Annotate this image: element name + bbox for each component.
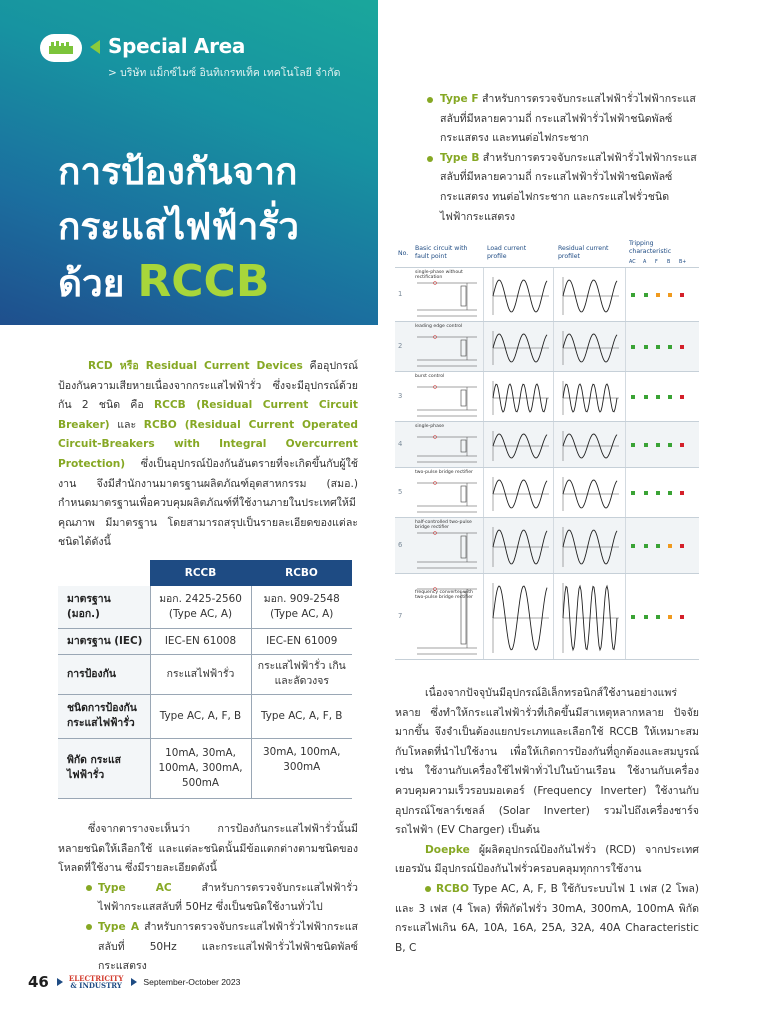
waveform	[557, 274, 623, 318]
tripping-mark	[668, 544, 672, 548]
row-number: 6	[398, 541, 403, 549]
header-type-a: A	[643, 260, 647, 265]
tripping-mark	[680, 345, 684, 349]
column-divider	[483, 574, 484, 659]
row-number: 2	[398, 342, 403, 350]
paragraph-rcbo	[395, 880, 699, 958]
diagram-row	[395, 422, 699, 468]
page-footer	[28, 971, 240, 993]
column-divider	[553, 518, 554, 573]
tripping-mark	[631, 544, 635, 548]
type-label: Type A	[98, 920, 140, 933]
header-load: Load current profile	[487, 245, 527, 260]
row-number: 1	[398, 290, 403, 298]
table-row	[58, 586, 352, 628]
waveform	[487, 524, 553, 570]
tripping-mark	[680, 293, 684, 297]
magazine-logo-line2: & INDUSTRY	[70, 981, 122, 990]
tripping-mark	[656, 345, 660, 349]
waveform	[557, 524, 623, 570]
list-item	[58, 879, 358, 918]
title-line-1: การป้องกันจาก	[58, 150, 298, 193]
tripping-mark	[644, 544, 648, 548]
diagram-row	[395, 372, 699, 422]
comparison-table	[58, 560, 352, 799]
table-row	[58, 738, 352, 798]
header-type-f: F	[655, 260, 658, 265]
rcd-highlight: RCD หรือ Residual Current Devices	[88, 360, 303, 372]
diagram-row	[395, 468, 699, 518]
cell-rccb: 10mA, 30mA, 100mA, 300mA, 500mA	[150, 738, 251, 798]
circuit-label: frequency converter with two-pulse bridge rectifier	[415, 590, 473, 600]
list-item	[430, 149, 698, 227]
type-text: สำหรับการตรวจจับกระแสไฟฟ้ารั่วไฟฟ้ากระแสสลับที่ 50Hz และกระแสไฟฟ้ารั่วไฟฟ้าชนิดพัลซ์กระแสตรง	[98, 920, 359, 973]
section-logo-icon	[40, 34, 82, 62]
rcbo-highlight: RCBO (Residual Current Operated Circuit-Breakers with Integral Overcurrent Protection)	[58, 418, 359, 470]
cell-rccb: กระแสไฟฟ้ารั่ว	[150, 654, 251, 694]
circuit-sketch	[415, 384, 481, 420]
doepke-text: ผู้ผลิตอุปกรณ์ป้องกันไฟรั่ว (RCD) จากประเทศเยอรมัน มีอุปกรณ์ป้องกันไฟรั่วครอบคลุมทุกการใช้งาน	[395, 843, 699, 876]
table-row	[58, 654, 352, 694]
hero-banner	[0, 0, 378, 325]
waveform	[487, 474, 553, 514]
cell-rcbo: IEC-EN 61009	[251, 628, 352, 654]
diagram-row	[395, 574, 699, 660]
tripping-mark	[656, 443, 660, 447]
tripping-mark	[668, 395, 672, 399]
column-divider	[625, 372, 626, 421]
column-divider	[625, 574, 626, 659]
row-number: 4	[398, 440, 403, 448]
list-item	[58, 918, 358, 977]
doepke-highlight: Doepke	[425, 843, 470, 856]
cell-rccb: Type AC, A, F, B	[150, 694, 251, 738]
tripping-mark	[644, 345, 648, 349]
rcbo-text: Type AC, A, F, B ใช้กับระบบไฟ 1 เฟส (2 โพล) และ 3 เฟส (4 โพล) ที่พิกัดไฟรั่ว 30mA, 300mA, 100mA พิกัดกระแสไฟเกิน 6A, 10A, 16A, 25A, 32A, 40A Characteristic B, C	[395, 882, 699, 954]
header-type-b: B	[667, 260, 671, 265]
tripping-mark	[668, 345, 672, 349]
column-divider	[483, 518, 484, 573]
waveform	[557, 580, 623, 656]
row-head: มาตรฐาน (มอก.)	[58, 586, 150, 628]
header-type-bplus: B+	[679, 260, 687, 265]
column-divider	[553, 372, 554, 421]
row-head: พิกัด กระแสไฟฟ้ารั่ว	[58, 738, 150, 798]
column-divider	[553, 422, 554, 467]
tripping-mark	[631, 395, 635, 399]
bullet-icon	[427, 97, 433, 103]
diagram-row	[395, 518, 699, 574]
diagram-row	[395, 322, 699, 372]
type-label: Type F	[440, 93, 479, 105]
intro-text-2: ซึ่งเป็นอุปกรณ์ป้องกันอันตรายที่จะเกิดขึ้นกับผู้ใช้งาน จึงมีสำนักงานมาตรฐานผลิตภัณฑ์อุตสาหกรรม (สมอ.) กำหนดมาตรฐานเพื่อควบคุมผลิตภัณฑ์ที่ใช้งานภายในประเทศให้มีคุณภาพ มีมาตรฐาน โดยสามารถสรุปเป็นรายละเอียดของแต่ละชนิดได้ดังนี้	[58, 457, 358, 549]
waveform	[557, 474, 623, 514]
tripping-mark	[680, 395, 684, 399]
intro-paragraph	[58, 357, 358, 553]
waveform	[557, 428, 623, 464]
types-section	[58, 820, 358, 977]
column-divider	[625, 518, 626, 573]
waveform	[557, 328, 623, 368]
title-line-3	[58, 254, 378, 311]
column-divider	[483, 422, 484, 467]
waveform	[487, 328, 553, 368]
article-title	[58, 144, 378, 311]
column-divider	[625, 268, 626, 321]
type-text: สำหรับการตรวจจับกระแสไฟฟ้ารั่วไฟฟ้ากระแสสลับที่มีหลายความถี่ กระแสไฟฟ้ารั่วไฟฟ้าชนิดพัลซ์กระแสตรง ทนต่อไฟกระชาก และกระแสไฟรั่วชนิดไฟฟ้ากระแสตรง	[440, 151, 697, 223]
column-divider	[625, 322, 626, 371]
title-prefix: ด้วย	[58, 262, 125, 305]
title-line-2: กระแสไฟฟ้ารั่ว	[58, 205, 300, 248]
cell-rccb: มอก. 2425-2560 (Type AC, A)	[150, 586, 251, 628]
tripping-mark	[631, 491, 635, 495]
column-divider	[553, 268, 554, 321]
table-row	[58, 628, 352, 654]
cell-rcbo: Type AC, A, F, B	[251, 694, 352, 738]
type-text: สำหรับการตรวจจับกระแสไฟฟ้ารั่วไฟฟ้ากระแสสลับที่มีหลายความถี่ กระแสไฟฟ้ารั่วไฟฟ้าชนิดพัลซ์กระแสตรง และทนต่อไฟกระชาก	[440, 93, 696, 145]
bullet-icon	[425, 886, 431, 892]
paragraph-usage: เนื่องจากปัจจุบันมีอุปกรณ์อิเล็กทรอนิกส์ใช้งานอย่างแพร่หลาย ซึ่งทำให้กระแสไฟฟ้ารั่วที่เกิดขึ้นมีสาเหตุหลากหลาย ปัจจัยมากขึ้น จึงจำเป็นต้องแยกประเภทและเลือกใช้ RCCB ให้เหมาะสมกับโหลดที่นำไปใช้งาน เพื่อให้เกิดการป้องกันที่ถูกต้องและสมบูรณ์ เช่น ใช้งานกับเครื่องใช้ไฟฟ้าทั่วไปในบ้านเรือน ใช้งานกับเครื่องควบคุมความเร็วรอบมอเตอร์ (Frequency Inverter) ใช้งานกับอุปกรณ์โซลาร์เซลล์ (Solar Inverter) รวมไปถึงเครื่องชาร์จรถไฟฟ้า (EV Charger) เป็นต้น	[395, 687, 699, 837]
table-header-rcbo: RCBO	[251, 560, 352, 586]
types-list-continued	[430, 90, 698, 227]
column-divider	[483, 322, 484, 371]
tripping-mark	[668, 293, 672, 297]
table-header-rccb: RCCB	[150, 560, 251, 586]
tripping-mark	[631, 293, 635, 297]
row-head: การป้องกัน	[58, 654, 150, 694]
cell-rcbo: มอก. 909-2548 (Type AC, A)	[251, 586, 352, 628]
tripping-mark	[656, 615, 660, 619]
tripping-mark	[644, 443, 648, 447]
circuit-sketch	[415, 280, 481, 320]
column-divider	[553, 468, 554, 517]
page-number: 46	[28, 973, 49, 991]
row-head: มาตรฐาน (IEC)	[58, 628, 150, 654]
arrow-icon	[90, 40, 100, 54]
tripping-mark	[680, 491, 684, 495]
cell-rcbo: กระแสไฟฟ้ารั่ว เกิน และลัดวงจร	[251, 654, 352, 694]
waveform	[487, 274, 553, 318]
waveform	[557, 378, 623, 418]
magazine-logo-line1: ELECTRICITY	[68, 974, 124, 983]
bullet-icon	[86, 885, 92, 891]
right-body-text	[395, 684, 699, 958]
tripping-mark	[644, 395, 648, 399]
circuit-sketch	[415, 434, 481, 466]
title-accent: RCCB	[137, 256, 270, 307]
header-tripping: Tripping characteristic	[629, 240, 672, 255]
diagram-header	[395, 238, 699, 268]
circuit-sketch	[415, 586, 481, 658]
column-divider	[625, 468, 626, 517]
paragraph-doepke	[395, 841, 699, 880]
tripping-mark	[656, 293, 660, 297]
type-label: Type AC	[98, 881, 172, 894]
tripping-mark	[680, 443, 684, 447]
waveform	[487, 378, 553, 418]
circuit-label: leading edge control	[415, 324, 463, 329]
tripping-mark	[656, 395, 660, 399]
types-intro: ซึ่งจากตารางจะเห็นว่า การป้องกันกระแสไฟฟ้ารั่วนั้นมีหลายชนิดให้เลือกใช้ และแต่ละชนิดนั้นมีข้อแตกต่างตามชนิดของโหลดที่ใช้งาน ซึ่งมีรายละเอียดดังนี้	[58, 823, 358, 875]
cell-rccb: IEC-EN 61008	[150, 628, 251, 654]
circuit-label: single-phase without rectification	[415, 270, 463, 280]
tripping-mark	[644, 491, 648, 495]
bullet-icon	[86, 924, 92, 930]
column-divider	[553, 322, 554, 371]
diagram-row	[395, 268, 699, 322]
circuit-sketch	[415, 334, 481, 370]
bullet-icon	[427, 156, 433, 162]
tripping-mark	[680, 544, 684, 548]
magazine-logo	[69, 975, 124, 989]
cell-rcbo: 30mA, 100mA, 300mA	[251, 738, 352, 798]
triangle-icon	[131, 978, 137, 986]
row-number: 5	[398, 488, 403, 496]
waveform	[487, 580, 553, 656]
column-divider	[553, 574, 554, 659]
column-divider	[625, 422, 626, 467]
tripping-mark	[631, 345, 635, 349]
row-number: 3	[398, 392, 403, 400]
tripping-mark	[656, 491, 660, 495]
header-type-ac: AC	[629, 260, 636, 265]
section-title: Special Area	[108, 34, 246, 58]
tripping-mark	[668, 491, 672, 495]
list-item	[430, 90, 698, 149]
header-residual: Residual current profilet	[558, 245, 609, 260]
row-number: 7	[398, 612, 403, 620]
tripping-mark	[656, 544, 660, 548]
tripping-mark	[644, 615, 648, 619]
intro-text-1: คืออุปกรณ์ป้องกันความเสียหายเนื่องจากกระแสไฟฟ้ารั่ว ซึ่งจะมีอุปกรณ์ด้วยกัน 2 ชนิด คือ	[58, 360, 358, 412]
rcbo-label: RCBO	[436, 882, 470, 895]
circuit-label: single-phase	[415, 424, 445, 429]
tripping-mark	[680, 615, 684, 619]
tripping-mark	[668, 615, 672, 619]
circuit-label: burst control	[415, 374, 445, 379]
circuit-label: two-pulse bridge rectifier	[415, 470, 473, 475]
circuit-sketch	[415, 480, 481, 516]
header-no: No.	[398, 250, 409, 257]
triangle-icon	[57, 978, 63, 986]
rccb-highlight: RCCB (Residual Current Circuit Breaker)	[58, 399, 358, 431]
column-divider	[483, 268, 484, 321]
circuit-sketch	[415, 530, 481, 572]
intro-and: และ	[109, 418, 144, 431]
circuit-label: half-controlled two-pulse bridge rectifier	[415, 520, 472, 530]
issue-date: September-October 2023	[143, 977, 241, 987]
tripping-mark	[631, 443, 635, 447]
type-text: สำหรับการตรวจจับกระแสไฟฟ้ารั่วไฟฟ้ากระแสสลับที่ 50Hz ซึ่งเป็นชนิดใช้งานทั่วไป	[98, 881, 358, 914]
waveform	[487, 428, 553, 464]
row-head: ชนิดการป้องกัน กระแสไฟฟ้ารั่ว	[58, 694, 150, 738]
company-name: > บริษัท แม็กซ์ไมซ์ อินทิเกรทเท็ค เทคโนโลยี จำกัด	[108, 67, 341, 79]
tripping-mark	[631, 615, 635, 619]
tripping-mark	[668, 443, 672, 447]
types-list	[58, 879, 358, 977]
tripping-mark	[644, 293, 648, 297]
header-circuit: Basic circuit with fault point	[415, 245, 468, 260]
column-divider	[483, 468, 484, 517]
table-row	[58, 694, 352, 738]
table-corner	[58, 560, 150, 586]
tripping-characteristic-diagram	[395, 238, 699, 660]
column-divider	[483, 372, 484, 421]
type-label: Type B	[440, 151, 480, 164]
